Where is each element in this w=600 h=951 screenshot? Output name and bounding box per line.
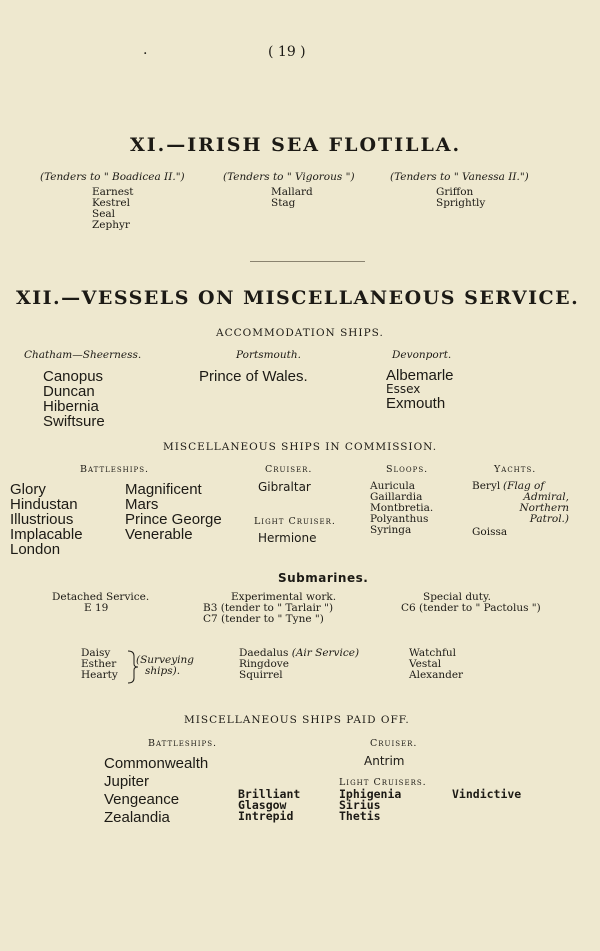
commission-heading: MISCELLANEOUS SHIPS IN COMMISSION.: [163, 441, 438, 453]
group-header: (Tenders to " Boadicea II."): [40, 171, 185, 183]
ship-name: Daedalus: [239, 647, 289, 659]
detached-service: [52, 592, 149, 614]
ship-name: Duncan: [43, 383, 95, 400]
ship-name: Exmouth: [386, 394, 446, 412]
paid-light-cruisers: [339, 789, 401, 822]
sloops-list: [370, 481, 433, 536]
cruiser-name: Gibraltar: [258, 480, 311, 494]
ship-name: Ringdove: [239, 658, 289, 670]
ship-name: Magnificent: [125, 481, 202, 498]
ship-name: Zealandia: [104, 809, 170, 826]
ship-name: Prince George: [125, 511, 222, 528]
note: (Air Service): [291, 647, 360, 659]
divider: [250, 261, 365, 262]
ship-name: Polyanthus: [370, 513, 429, 525]
light-cruiser-label: Light Cruiser.: [254, 516, 336, 527]
ship-name: C6 (tender to " Pactolus "): [401, 602, 541, 614]
ship-name: Kestrel: [92, 197, 130, 209]
note-line: Northern: [519, 502, 569, 514]
group-header: (Tenders to " Vigorous "): [223, 171, 355, 183]
paid-battleships-label: Battleships.: [148, 738, 218, 749]
ship-name: Glory: [10, 481, 46, 498]
ship-name: B3 (tender to " Tarlair "): [203, 602, 334, 614]
ship-name: Implacable: [10, 526, 83, 543]
ship-name: Illustrious: [10, 511, 74, 528]
note-line: ships).: [145, 665, 181, 677]
ship-name: Swiftsure: [43, 413, 105, 430]
ship-name: Prince of Wales.: [199, 368, 308, 385]
final-group: [409, 648, 463, 681]
ship-name: Brilliant: [238, 787, 301, 801]
paid-cruiser-label: Cruiser.: [370, 738, 418, 749]
ship-name: Venerable: [125, 526, 193, 543]
submarines-label: Submarines.: [278, 571, 369, 585]
ship-name: Zephyr: [92, 219, 130, 231]
page-number: ( 19 ): [268, 44, 306, 60]
ship-name: Hindustan: [10, 496, 78, 513]
note-line: Admiral,: [523, 491, 569, 503]
cruiser-label: Cruiser.: [265, 464, 313, 475]
ship-name: Mars: [125, 496, 159, 513]
yachts-label: Yachts.: [494, 464, 537, 475]
ship-name: Squirrel: [239, 669, 283, 681]
ship-name: Daisy: [81, 647, 111, 659]
ship-name: London: [10, 541, 61, 558]
irish-group-3: [390, 172, 529, 209]
ship-name: Griffon: [436, 186, 474, 198]
section-xii-title: XII.—VESSELS ON MISCELLANEOUS SERVICE.: [16, 287, 580, 309]
ship-name: Mallard: [271, 186, 313, 198]
irish-group-1: [40, 172, 185, 231]
ship-name: Sirius: [339, 798, 381, 812]
ship-name: C7 (tender to " Tyne "): [203, 613, 324, 625]
yacht-beryl: Beryl: [472, 480, 501, 492]
misc-group: [239, 648, 359, 681]
ship-name: Canopus: [43, 368, 104, 385]
experimental-work: [203, 592, 336, 625]
ship-name: Syringa: [370, 524, 412, 536]
ship-name: Alexander: [409, 669, 464, 681]
yacht-goissa: Goissa: [472, 526, 508, 538]
accommodation-heading: ACCOMMODATION SHIPS.: [216, 327, 384, 339]
ship-name: Esther: [81, 658, 117, 670]
sloops-label: Sloops.: [386, 464, 429, 475]
paid-cruiser-name: Antrim: [364, 754, 405, 768]
yacht-note: [503, 481, 569, 525]
ship-name: Glasgow: [238, 798, 287, 812]
detached-label: Detached Service.: [52, 591, 150, 603]
ship-name: Auricula: [370, 480, 415, 492]
ship-name: Essex: [386, 382, 421, 396]
battleships-label: Battleships.: [80, 464, 150, 475]
accommodation-portsmouth: [199, 349, 308, 385]
group-header: (Tenders to " Vanessa II."): [390, 171, 529, 183]
group-header: Portsmouth.: [236, 349, 301, 361]
ship-name: Hearty: [81, 669, 118, 681]
surveying-note: [136, 655, 194, 677]
ship-name: Albemarle: [386, 367, 454, 384]
ship-name: Gaillardia: [370, 491, 423, 503]
ship-name: Montbretia.: [370, 502, 434, 514]
paid-battleships: [104, 755, 208, 827]
ship-name: Watchful: [409, 647, 457, 659]
note-line: Patrol.): [529, 513, 569, 525]
ship-name: E 19: [84, 602, 109, 614]
ship-name: Commonwealth: [104, 755, 209, 772]
experimental-label: Experimental work.: [231, 591, 337, 603]
ship-name: Jupiter: [104, 773, 150, 790]
group-header: Devonport.: [392, 349, 452, 361]
note-line: (Flag of: [503, 480, 545, 492]
ship-name: Vengeance: [104, 791, 180, 808]
irish-group-2: [223, 172, 355, 209]
ship-name: Intrepid: [238, 809, 294, 823]
group-header: Chatham—Sheerness.: [24, 349, 142, 361]
surveying-ships: [81, 648, 118, 681]
paid-col2: [238, 789, 300, 822]
accommodation-devonport: [386, 349, 454, 412]
ship-name: Earnest: [92, 186, 134, 198]
special-duty: [401, 592, 541, 614]
ship-name: Sprightly: [436, 197, 486, 209]
light-cruiser-name: Hermione: [258, 531, 317, 545]
paid-vindictive: Vindictive: [452, 787, 522, 801]
ship-name: Hibernia: [43, 398, 99, 415]
ship-name: Thetis: [339, 809, 381, 823]
section-xi-title: XI.—IRISH SEA FLOTILLA.: [130, 134, 462, 156]
commission-battleships-2: [125, 482, 222, 542]
ship-name: Seal: [92, 208, 116, 220]
ship-name: Vestal: [409, 658, 442, 670]
ship-name: Stag: [271, 197, 296, 209]
paid-light-cruisers-label: Light Cruisers.: [339, 777, 427, 788]
paid-off-heading: MISCELLANEOUS SHIPS PAID OFF.: [184, 714, 410, 726]
page-dot: .: [143, 42, 148, 58]
special-label: Special duty.: [423, 591, 491, 603]
note-line: (Surveying: [136, 654, 194, 666]
ship-name: Iphigenia: [339, 787, 402, 801]
accommodation-chatham: [24, 350, 141, 429]
commission-battleships-1: [10, 482, 83, 557]
